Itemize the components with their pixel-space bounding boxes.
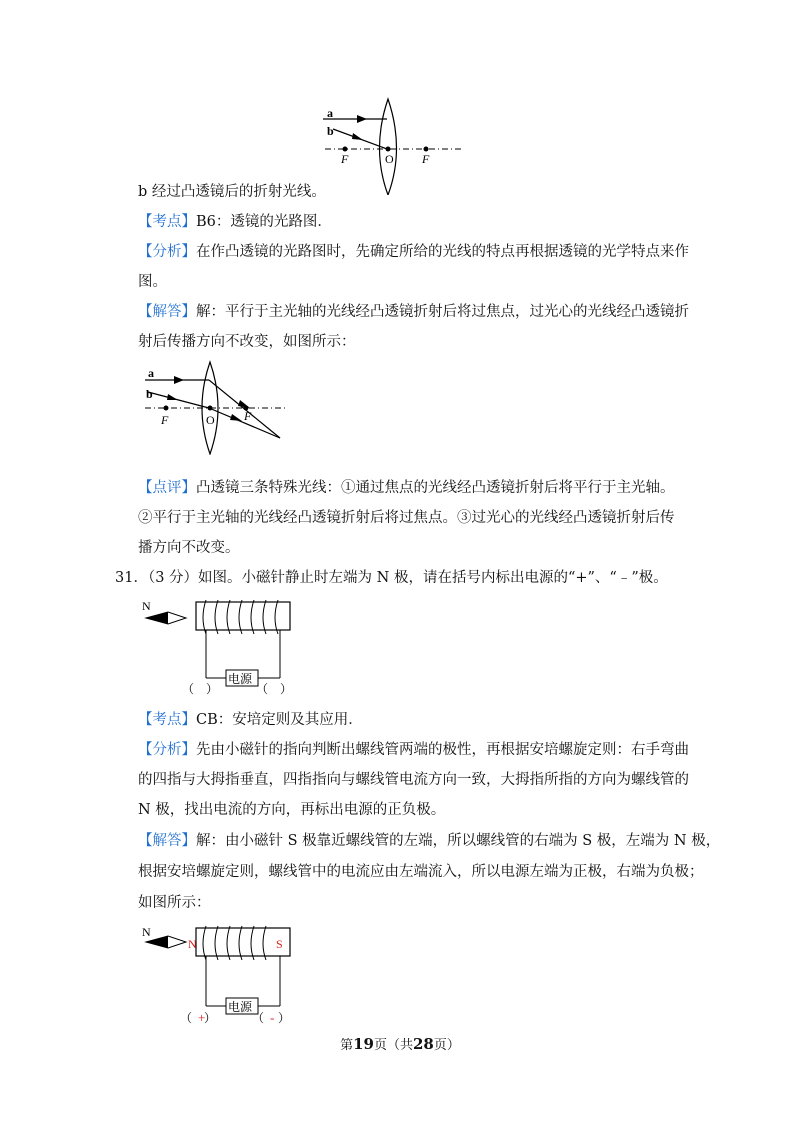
jieda-text: 解：平行于主光轴的光线经凸透镜折射后将过焦点，过光心的光线经凸透镜折 — [196, 304, 689, 320]
kaodian-tag: 【考点】 — [138, 214, 196, 230]
lens-diagram-question — [315, 95, 470, 195]
q31-stem: 31．（3 分）如图。小磁针静止时左端为 N 极，请在括号内标出电源的“+”、“﹣”极。 — [115, 570, 668, 586]
q31-fenxi-line1 — [138, 740, 689, 760]
q30-kaodian — [138, 212, 332, 232]
footer-total-pages: 28 — [413, 1035, 434, 1053]
power-supply-label: 电源 — [228, 672, 253, 686]
footer-prefix: 第 — [340, 1038, 354, 1053]
fenxi-tag: 【分析】 — [138, 244, 196, 260]
kaodian-tag: 【考点】 — [138, 712, 196, 728]
q30-dianping-line3: 播方向不改变。 — [138, 540, 240, 556]
power-supply-label: 电源 — [228, 1000, 253, 1014]
q30-fenxi-line2: 图。 — [138, 274, 167, 290]
q31-jieda-line2: 根据安培螺旋定则，螺线管中的电流应由左端流入，所以电源左端为正极，右端为负极； — [138, 864, 704, 880]
needle-n-label: N — [142, 599, 151, 613]
left-bracket-open: （ — [180, 1011, 193, 1025]
q30-tail-text: b 经过凸透镜后的折射光线。 — [138, 184, 326, 200]
q30-jieda-line1 — [138, 302, 689, 322]
q31-jieda-line1 — [138, 831, 720, 851]
focus-right-label: F — [244, 409, 252, 423]
q30-dianping-line1 — [138, 478, 675, 498]
solenoid-diagram-answer — [140, 922, 300, 1027]
dianping-text: 凸透镜三条特殊光线：①通过焦点的光线经凸透镜折射后将平行于主光轴。 — [196, 480, 675, 496]
right-terminal-sign: - — [270, 1010, 275, 1025]
q31-kaodian — [138, 710, 363, 730]
q31-fenxi-line3: N 极，找出电流的方向，再标出电源的正负极。 — [138, 802, 446, 818]
fenxi-tag: 【分析】 — [138, 742, 196, 758]
focus-left-label: F — [161, 413, 169, 427]
footer-page-number: 19 — [353, 1035, 374, 1053]
page-footer — [0, 1034, 800, 1053]
fenxi-text: 在作凸透镜的光路图时，先确定所给的光线的特点再根据透镜的光学特点来作 — [196, 244, 689, 260]
q30-fenxi-line1 — [138, 242, 689, 262]
q30-dianping-line2: ②平行于主光轴的光线经凸透镜折射后将过焦点。③过光心的光线经凸透镜折射后传 — [138, 510, 675, 526]
q31-jieda-line3: 如图所示： — [138, 895, 211, 911]
optical-center-label: O — [385, 152, 394, 166]
needle-n-label: N — [142, 925, 151, 939]
left-bracket-close: ） — [204, 1011, 217, 1025]
jieda-tag: 【解答】 — [138, 304, 196, 320]
lens-diagram-answer — [140, 360, 290, 455]
ray-b-label: b — [327, 124, 334, 138]
right-terminal-bracket: （ ） — [256, 682, 293, 696]
left-terminal-bracket: （ ） — [182, 682, 219, 696]
ray-a-label: a — [327, 106, 333, 120]
solenoid-diagram-question — [140, 598, 300, 698]
dianping-tag: 【点评】 — [138, 480, 196, 496]
optical-center-label: O — [206, 413, 215, 427]
ray-b-label: b — [146, 387, 153, 401]
ray-a-label: a — [148, 366, 154, 380]
right-bracket-open: （ — [252, 1011, 265, 1025]
kaodian-text: CB：安培定则及其应用． — [196, 712, 363, 728]
jieda-text: 解：由小磁针 S 极靠近螺线管的左端，所以螺线管的右端为 S 极，左端为 N 极， — [196, 833, 721, 849]
focus-left-label: F — [341, 152, 349, 166]
left-terminal-sign: + — [198, 1010, 206, 1025]
footer-suffix: 页） — [433, 1038, 460, 1053]
focus-right-label: F — [422, 152, 430, 166]
footer-mid: 页（共 — [373, 1038, 413, 1053]
q31-fenxi-line2: 的四指与大拇指垂直，四指指向与螺线管电流方向一致，大拇指所指的方向为螺线管的 — [138, 772, 689, 788]
fenxi-text: 先由小磁针的指向判断出螺线管两端的极性，再根据安培螺旋定则：右手弯曲 — [196, 742, 689, 758]
coil-left-pole-label: N — [188, 937, 197, 951]
right-bracket-close: ） — [278, 1011, 291, 1025]
coil-right-pole-label: S — [276, 937, 283, 951]
jieda-tag: 【解答】 — [138, 833, 196, 849]
kaodian-text: B6：透镜的光路图． — [196, 214, 332, 230]
q30-jieda-line2: 射后传播方向不改变，如图所示： — [138, 334, 356, 350]
